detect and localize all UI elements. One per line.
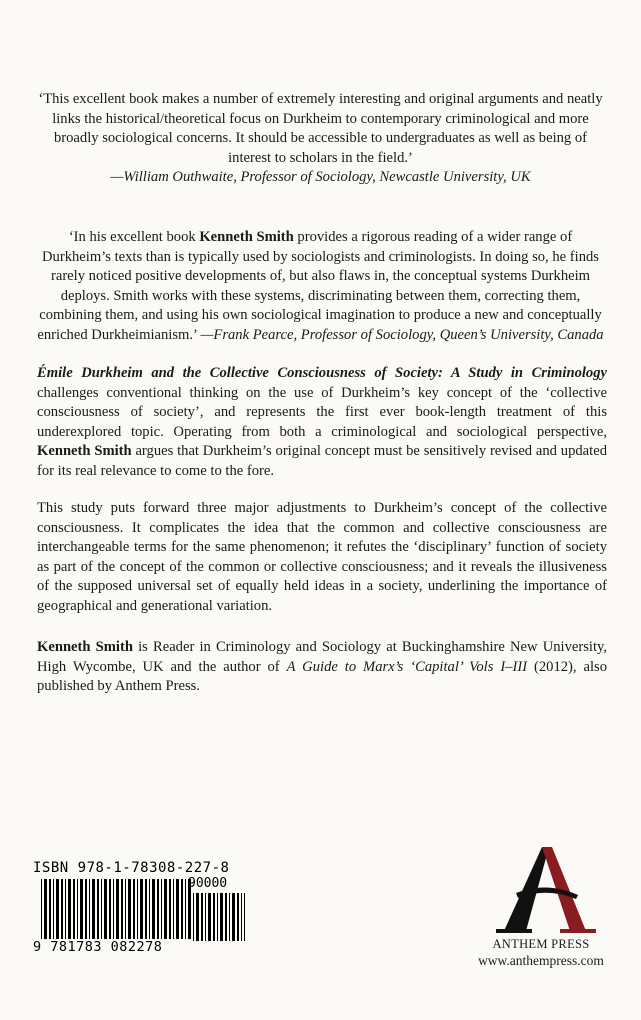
praise-quote-1 — [36, 90, 605, 188]
bio-text-b: (2012), also published by Anthem Press. — [37, 658, 607, 695]
bio-other-book: A Guide to Marx’s ‘Capital’ Vols I–III — [286, 658, 528, 675]
praise-attribution-1: —William Outhwaite, Professor of Sociology, Newcastle University, UK — [110, 169, 531, 186]
praise-attribution-2: —Frank Pearce, Professor of Sociology, Queen’s University, Canada — [200, 326, 604, 343]
description-p1-text-b: argues that Durkheim’s original concept must be sensitively revised and updated for its real relevance to come to the fore. — [37, 443, 607, 479]
praise-quote-1-text: ‘This excellent book makes a number of extremely interesting and original arguments and neatly links the historical/theoretical focus on Durkheim to contemporary criminological and more broadly sociological concerns. It should be accessible to undergraduates as well as being of interest to scholars in the field.’ — [38, 91, 603, 166]
praise-quote-2-text-b: provides a rigorous reading of a wider range of Durkheim’s texts than is typically used by sociologists and criminologists. In doing so, he finds rarely noticed positive developments of, but also flaws in, the conceptual systems Durkheim deploys. Smith works with these systems, discriminating between them, correcting them, combining them, and using his own sociological imagination to produce a new and conceptually enriched Durkheimianism.’ — [37, 229, 602, 343]
praise-quote-2 — [36, 228, 605, 346]
isbn-label: ISBN 978-1-78308-227-8 — [33, 860, 230, 876]
bio-text-a: is Reader in Criminology and Sociology at Buckinghamshire New University, High Wycombe, UK and the author of — [37, 639, 608, 675]
addon-digits: 90000 — [188, 876, 228, 891]
logo-right-serif — [560, 929, 596, 933]
book-title: Émile Durkheim and the Collective Consciousness of Society: A Study in Criminology — [37, 365, 607, 381]
publisher-url: www.anthempress.com — [478, 953, 604, 968]
bio-author: Kenneth Smith — [37, 639, 133, 655]
description-p1-text-a: challenges conventional thinking on the use of Durkheim’s key concept of the ‘collective consciousness of society’, and represents the first ever book-length treatment of this underexplored topic. Operating from both a criminological and sociological perspective, — [37, 384, 607, 440]
addon-barcode-bars — [193, 893, 245, 941]
publisher-name: ANTHEM PRESS — [492, 937, 590, 951]
isbn-barcode — [33, 860, 251, 956]
description-author: Kenneth Smith — [37, 443, 132, 460]
author-bio — [37, 638, 607, 697]
praise-quote-2-text-a: ‘In his excellent book — [68, 229, 200, 245]
description-paragraph-2: This study puts forward three major adjustments to Durkheim’s concept of the collective consciousness. It complicates the idea that the common and collective consciousness are interchangeable terms for the same phenomenon; it refutes the ‘disciplinary’ function of society as part of the concept of the common or collective consciousness; and it reveals the illusiveness of the supposed universal set of equally held ideas in a society, underlining the importance of geographical and generational variation. — [37, 500, 607, 614]
ean-digits: 9 781783 082278 — [33, 939, 163, 955]
description-paragraph-1 — [37, 364, 607, 482]
praise-quote-2-author: Kenneth Smith — [199, 229, 294, 245]
anthem-logo-icon — [486, 843, 606, 935]
logo-left-serif — [496, 929, 532, 933]
